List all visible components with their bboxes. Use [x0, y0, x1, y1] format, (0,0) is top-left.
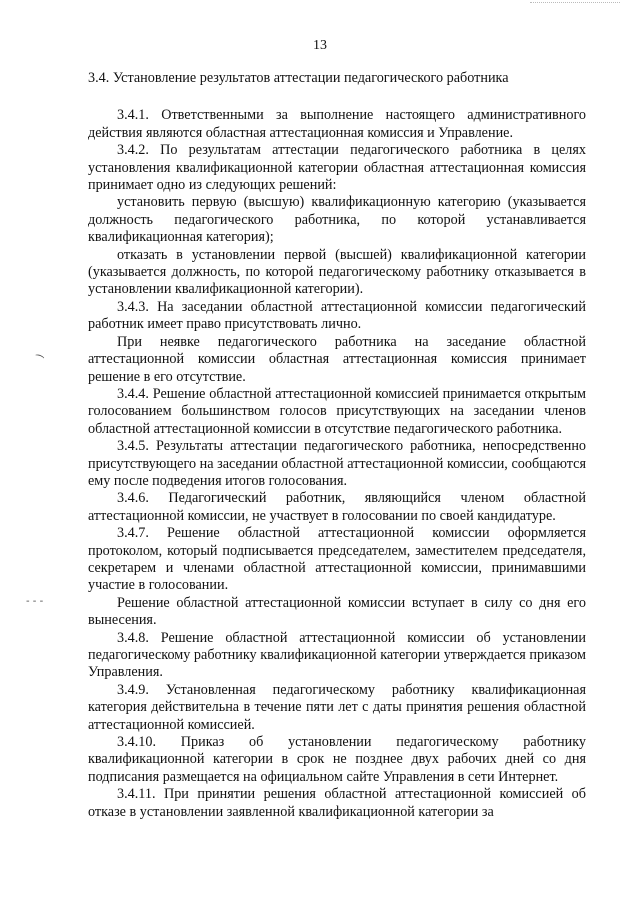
section-heading: 3.4. Установление результатов аттестации педагогического работника [88, 70, 509, 86]
scan-artifact-mark: ‐ ‐ ‐ [26, 596, 44, 607]
paragraph-absence: При неявке педагогического работника на заседание областной аттестационной комиссии областная аттестационная комиссия принимает решение в его отсутствие. [88, 333, 586, 385]
paragraph-3-4-7: 3.4.7. Решение областной аттестационной комиссии оформляется протоколом, который подписывается председателем, заместителем председателя, секретарем и членами областной аттестационной комиссии, принимавшими участие в голосовании. [88, 525, 586, 594]
paragraph-3-4-2: 3.4.2. По результатам аттестации педагогического работника в целях установления квалификационной категории областная аттестационная комиссия принимает одно из следующих решений: [88, 142, 586, 194]
paragraph-3-4-8: 3.4.8. Решение областной аттестационной комиссии об установлении педагогическому работнику квалификационной категории утверждается приказом Управления. [88, 629, 586, 681]
section-body [88, 70, 586, 821]
paragraph-3-4-10: 3.4.10. Приказ об установлении педагогическому работнику квалификационной категории в срок не позднее двух рабочих дней со дня подписания размещается на официальном сайте Управления в сети Интернет. [88, 734, 586, 785]
paragraph-3-4-11: 3.4.11. При принятии решения областной аттестационной комиссией об отказе в установлении заявленной квалификационной категории за [88, 786, 586, 820]
paragraph-3-4-3: 3.4.3. На заседании областной аттестационной комиссии педагогический работник имеет право присутствовать лично. [88, 298, 586, 333]
paragraph-decision-refuse: отказать в установлении первой (высшей) квалификационной категории (указывается должность, по которой педагогическому работнику отказывается в установлении квалификационной категории). [88, 246, 586, 298]
page-number: 13 [313, 38, 327, 53]
paragraph-decision-grant: установить первую (высшую) квалификационную категорию (указывается должность педагогического работника, по которой устанавливается квалификационная категория); [88, 194, 586, 246]
paragraph-3-4-4: 3.4.4. Решение областной аттестационной комиссией принимается открытым голосованием большинством голосов присутствующих на заседании членов областной аттестационной комиссии в отсутствие педагогического работника. [88, 385, 586, 437]
paragraph-3-4-9: 3.4.9. Установленная педагогическому работнику квалификационная категория действительна в течение пяти лет с даты принятия решения областной аттестационной комиссией. [88, 681, 586, 733]
scan-artifact-mark: ⁀ [32, 354, 44, 369]
paragraph-3-4-6: 3.4.6. Педагогический работник, являющийся членом областной аттестационной комиссии, не участвует в голосовании по своей кандидатуре. [88, 490, 586, 524]
paragraph-3-4-5: 3.4.5. Результаты аттестации педагогического работника, непосредственно присутствующего на заседании областной аттестационной комиссии, сообщаются ему после подведения итогов голосования. [88, 438, 586, 489]
paragraph-effective-date: Решение областной аттестационной комиссии вступает в силу со дня его вынесения. [88, 594, 586, 629]
scan-artifact-lines [530, 2, 620, 7]
paragraph-3-4-1: 3.4.1. Ответственными за выполнение настоящего административного действия являются областная аттестационная комиссия и Управление. [88, 107, 586, 141]
